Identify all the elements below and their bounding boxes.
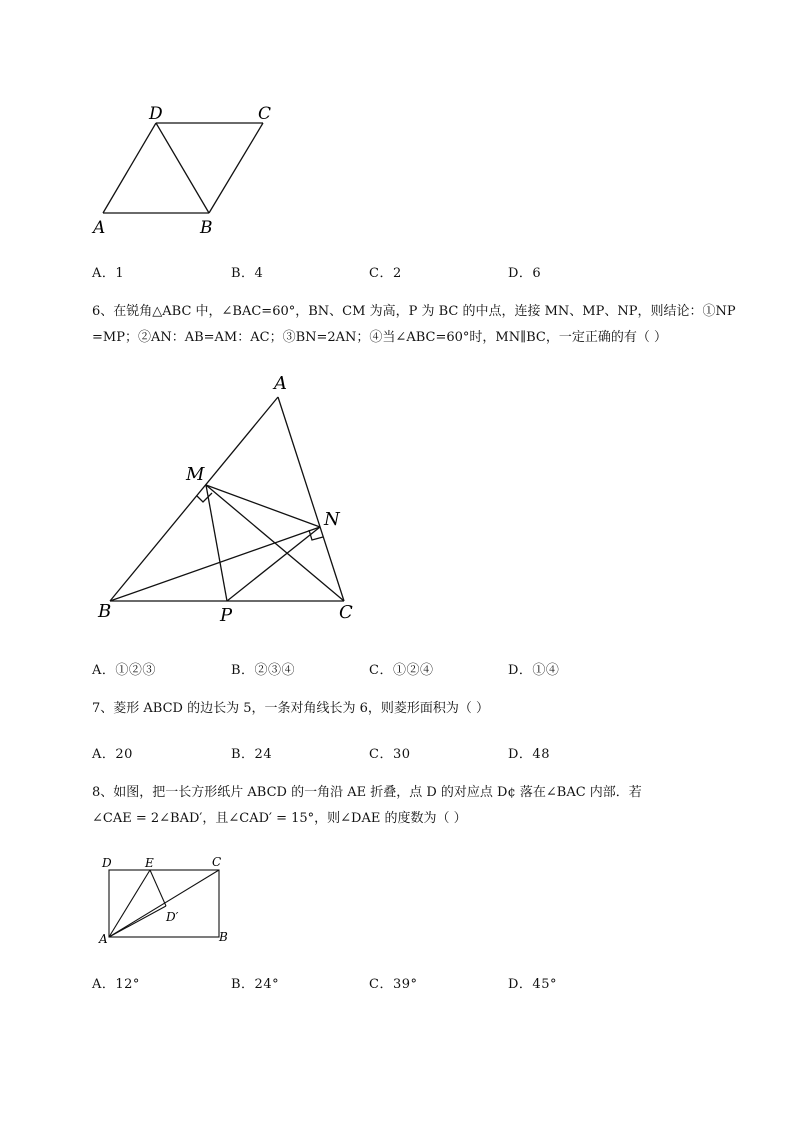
q5-option-a: A．1 <box>92 266 125 281</box>
label-b: B <box>200 218 213 238</box>
segment-ed-prime <box>150 870 166 906</box>
q5-option-c: C．2 <box>369 266 402 281</box>
q7-option-d: D．48 <box>508 747 550 762</box>
label-a: A <box>93 218 106 238</box>
q8-stem-line-1: 8、如图，把一长方形纸片 ABCD 的一角沿 AE 折叠，点 D 的对应点 D¢ 落在∠BAC 内部．若 <box>92 785 642 800</box>
q6-stem-line-1: 6、在锐角△ABC 中，∠BAC=60°，BN、CM 为高，P 为 BC 的中点，连接 MN、MP、NP，则结论：①NP <box>92 304 736 319</box>
label-b: B <box>98 601 112 622</box>
side-bc <box>209 123 263 213</box>
q8-option-b: B．24° <box>231 977 280 992</box>
q6-option-c: C．①②④ <box>369 663 434 678</box>
q6-option-d: D．①④ <box>508 663 560 678</box>
label-p: P <box>220 605 233 626</box>
label-d: D <box>102 856 112 870</box>
diagonal-db <box>156 123 209 213</box>
segment-mp <box>206 485 227 601</box>
q7-stem: 7、菱形 ABCD 的边长为 5，一条对角线长为 6，则菱形面积为（ ） <box>92 701 490 716</box>
side-ac <box>278 397 344 601</box>
altitude-cm <box>206 485 344 601</box>
label-n: N <box>324 509 340 530</box>
rectangle-fold-figure <box>92 850 252 950</box>
side-ab <box>110 397 278 601</box>
label-c: C <box>339 602 353 623</box>
label-c: C <box>258 104 272 124</box>
q7-option-b: B．24 <box>231 747 273 762</box>
q7-option-c: C．30 <box>369 747 411 762</box>
label-m: M <box>186 464 205 485</box>
label-c: C <box>212 855 222 869</box>
label-d-prime: D′ <box>166 910 179 924</box>
q8-option-d: D．45° <box>508 977 557 992</box>
right-angle-mark-m <box>197 493 212 502</box>
segment-np <box>227 527 320 601</box>
segment-ad-prime <box>109 906 166 937</box>
q7-option-a: A．20 <box>92 747 133 762</box>
fold-line-ae <box>109 870 150 937</box>
q8-option-c: C．39° <box>369 977 418 992</box>
label-a: A <box>274 373 287 394</box>
label-a: A <box>99 932 108 946</box>
side-da <box>103 123 156 213</box>
label-d: D <box>149 104 163 124</box>
q6-stem-line-2: =MP；②AN：AB=AM：AC；③BN=2AN；④当∠ABC=60°时，MN∥BC，一定正确的有（ ） <box>92 330 667 345</box>
q8-option-a: A．12° <box>92 977 140 992</box>
diagonal-ac <box>109 870 219 937</box>
rhombus-figure <box>85 95 285 240</box>
q5-option-d: D．6 <box>508 266 542 281</box>
q5-option-b: B．4 <box>231 266 264 281</box>
segment-mn <box>206 485 320 527</box>
label-e: E <box>145 856 154 870</box>
q6-option-b: B．②③④ <box>231 663 296 678</box>
q8-stem-line-2: ∠CAE = 2∠BAD′，且∠CAD′ = 15°，则∠DAE 的度数为（ ） <box>92 811 467 826</box>
label-b: B <box>219 930 228 944</box>
triangle-figure <box>90 375 380 635</box>
q6-option-a: A．①②③ <box>92 663 156 678</box>
